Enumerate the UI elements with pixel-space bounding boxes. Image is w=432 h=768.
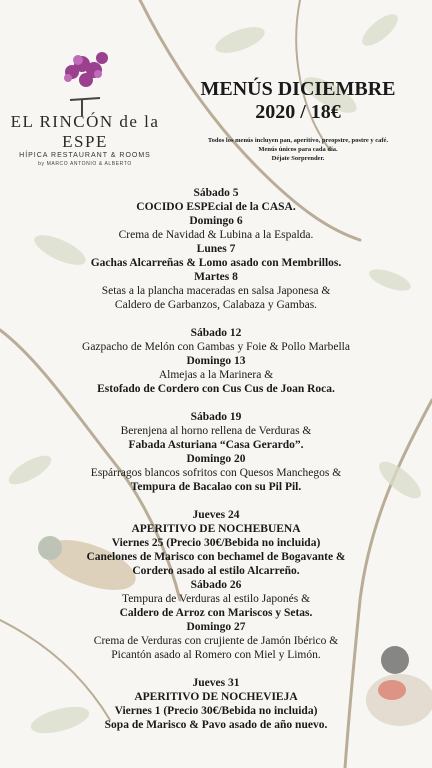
menu-block (0, 186, 432, 312)
menu-line: Sábado 12 (190, 327, 242, 339)
menu-line: Viernes 1 (Precio 30€/Bebida no incluida) (114, 705, 318, 717)
menu-line: Domingo 20 (186, 453, 246, 465)
menu-line: Estofado de Cordero con Cus Cus de Joan Roca. (97, 383, 335, 395)
menu-line: Canelones de Marisco con bechamel de Bogavante & (86, 551, 346, 563)
menu-line: Domingo 27 (186, 621, 246, 633)
logo-subtitle: HÍPICA RESTAURANT & ROOMS (19, 152, 151, 159)
menu-line: Jueves 31 (192, 677, 240, 689)
menu-note (168, 136, 428, 163)
menu-line: Picantón asado al Romero con Miel y Limón. (111, 649, 321, 661)
menu-line: Fabada Asturiana “Casa Gerardo”. (128, 439, 304, 451)
menu-line: Setas a la plancha maceradas en salsa Japonesa & (101, 285, 331, 297)
menu-line: Cordero asado al estilo Alcarreño. (132, 565, 300, 577)
menu-block (0, 326, 432, 396)
block-spacer (0, 662, 432, 676)
menu-line: Martes 8 (194, 271, 238, 283)
menu-block (0, 676, 432, 732)
menu-line: Crema de Verduras con crujiente de Jamón Ibérico & (93, 635, 339, 647)
note-line: Menús únicos para cada día. (258, 146, 338, 153)
menu-header (168, 78, 428, 163)
menu-line: Domingo 6 (189, 215, 243, 227)
menu-block (0, 410, 432, 494)
price-label: 2020 / 18€ (255, 101, 341, 123)
menu-line: COCIDO ESPEcial de la CASA. (136, 201, 296, 213)
menu-line: Berenjena al horno rellena de Verduras & (120, 425, 312, 437)
menu-line: Tempura de Verduras al estilo Japonés & (121, 593, 311, 605)
block-spacer (0, 312, 432, 326)
note-line: Todos los menús incluyen pan, aperitivo, preopstre, postre y café. (207, 137, 389, 144)
menu-block (0, 508, 432, 662)
menu-line: Jueves 24 (192, 509, 240, 521)
orchid-flower-icon (10, 48, 160, 118)
menu-line: Sábado 26 (190, 579, 242, 591)
menu-line: Sopa de Marisco & Pavo asado de año nuevo. (104, 719, 328, 731)
logo-name: EL RINCÓN de la ESPE (10, 112, 160, 151)
weekly-menu-list (0, 186, 432, 732)
note-line: Déjate Sorprender. (271, 155, 325, 162)
block-spacer (0, 494, 432, 508)
page-title: MENÚS DICIEMBRE (200, 78, 396, 100)
menu-line: Sábado 19 (190, 411, 242, 423)
menu-line: APERITIVO DE NOCHEVIEJA (134, 691, 298, 703)
menu-line: Almejas a la Marinera & (158, 369, 274, 381)
block-spacer (0, 396, 432, 410)
menu-line: Tempura de Bacalao con su Pil Pil. (130, 481, 302, 493)
logo-byline: by MARCO ANTONIO & ALBERTO (38, 161, 132, 167)
menu-line: APERITIVO DE NOCHEBUENA (131, 523, 301, 535)
menu-line: Sábado 5 (193, 187, 239, 199)
menu-line: Crema de Navidad & Lubina a la Espalda. (118, 229, 314, 241)
menu-line: Caldero de Arroz con Mariscos y Setas. (119, 607, 313, 619)
restaurant-logo (10, 48, 160, 183)
menu-line: Espárragos blancos sofritos con Quesos Manchegos & (90, 467, 342, 479)
menu-line: Gazpacho de Melón con Gambas y Foie & Pollo Marbella (82, 341, 350, 353)
menu-line: Caldero de Garbanzos, Calabaza y Gambas. (114, 299, 318, 311)
menu-line: Viernes 25 (Precio 30€/Bebida no incluida) (111, 537, 321, 549)
menu-line: Lunes 7 (196, 243, 236, 255)
menu-line: Gachas Alcarreñas & Lomo asado con Membrillos. (90, 257, 342, 269)
menu-line: Domingo 13 (186, 355, 246, 367)
